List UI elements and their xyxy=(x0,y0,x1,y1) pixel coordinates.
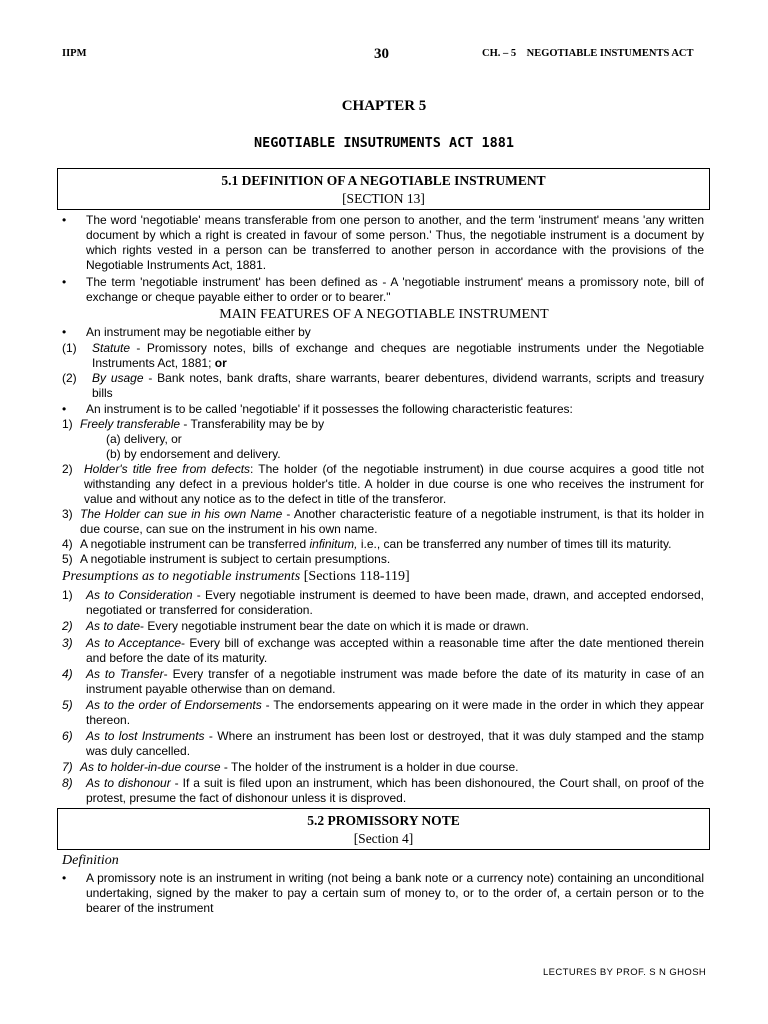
statute-or: or xyxy=(214,356,227,370)
feature-5 xyxy=(62,552,704,567)
feature-3 xyxy=(62,507,704,537)
statute-term: Statute xyxy=(92,341,131,355)
presumption-text: - Where an instrument has been lost or destroyed, that it was duly stamped and the stamp was duly cancelled. xyxy=(86,729,704,758)
presumption-term: As to the order of Endorsements xyxy=(86,698,262,712)
statute-item xyxy=(62,341,704,371)
header-right: CH. – 5 NEGOTIABLE INSTUMENTS ACT xyxy=(482,48,694,59)
presumptions-heading-italic: Presumptions as to negotiable instruments xyxy=(62,569,301,584)
presumption-item xyxy=(62,698,704,728)
item-number: 4) xyxy=(62,667,73,681)
item-number: 3) xyxy=(62,507,73,521)
presumption-item xyxy=(62,667,704,697)
section-5-2-title: 5.2 PROMISSORY NOTE xyxy=(307,813,460,828)
definition-text: The word 'negotiable' means transferable from one person to another, and the term 'instrument' means 'any written document by which a right is created in favour of some person.' Thus, the negotiable instrument is a document by which rights vested in a person can be transferred to another person in accordance with the provisions of the Negotiable Instruments Act, 1881. xyxy=(86,213,704,272)
definition-heading: Definition xyxy=(62,853,119,868)
presumption-term: As to holder-in-due course xyxy=(80,760,221,774)
item-number: 3) xyxy=(62,636,73,650)
item-number: 2) xyxy=(62,619,73,633)
item-number: 6) xyxy=(62,729,73,743)
item-number: 8) xyxy=(62,776,73,790)
presumption-item xyxy=(62,760,704,775)
promissory-definition-text: A promissory note is an instrument in writing (not being a bank note or a currency note) containing an unconditional undertaking, signed by the maker to pay a certain sum of money to, or to the order of, a certain person or to the bearer of the instrument xyxy=(86,871,704,915)
presumption-item xyxy=(62,588,704,618)
feature-3-text: - Another characteristic feature of a negotiable instrument, is that its holder in due course, can sue on the instrument in his own name. xyxy=(80,507,704,536)
bullet-icon: • xyxy=(62,402,67,416)
promissory-definition xyxy=(62,871,704,916)
presumption-term: As to date xyxy=(86,619,141,633)
presumption-term: As to lost Instruments xyxy=(86,729,205,743)
section-5-2-ref: [Section 4] xyxy=(353,831,414,846)
definition-text: The term 'negotiable instrument' has been defined as - A 'negotiable instrument' means a promissory note, bill of exchange or cheque payable either to order or to bearer." xyxy=(86,275,704,304)
feature-1-term: Freely transferable xyxy=(80,417,181,431)
presumption-text: - The holder of the instrument is a holder in due course. xyxy=(220,760,519,774)
presumption-term: As to Acceptance xyxy=(86,636,181,650)
presumption-term: As to Transfer xyxy=(86,667,164,681)
feature-4-post: i.e., can be transferred any number of times till its maturity. xyxy=(357,537,672,551)
feature-1-b: (b) by endorsement and delivery. xyxy=(106,447,281,461)
features-intro xyxy=(62,325,704,340)
section-5-1-title: 5.1 DEFINITION OF A NEGOTIABLE INSTRUMENT xyxy=(221,173,546,188)
presumption-text: - Every bill of exchange was accepted within a reasonable time after the date mentioned therein and before the date of its maturity. xyxy=(86,636,704,665)
feature-1-text: - Transferability may be by xyxy=(180,417,325,431)
usage-term: By usage xyxy=(92,371,144,385)
presumption-term: As to dishonour xyxy=(86,776,171,790)
main-features-heading: MAIN FEATURES OF A NEGOTIABLE INSTRUMENT xyxy=(219,307,549,322)
presumption-item xyxy=(62,636,704,666)
item-number: 4) xyxy=(62,537,73,551)
chapter-title: CHAPTER 5 xyxy=(341,98,427,114)
section-5-1-ref: [SECTION 13] xyxy=(342,191,425,206)
presumption-item xyxy=(62,776,704,806)
characteristics-intro xyxy=(62,402,704,417)
feature-3-term: The Holder can sue in his own Name xyxy=(80,507,283,521)
act-title: NEGOTIABLE INSUTRUMENTS ACT 1881 xyxy=(253,135,515,151)
item-number: 5) xyxy=(62,698,73,712)
feature-2-text: : The holder (of the negotiable instrument) in due course acquires a good title not withstanding any defect in a previous holder's title. A holder in due course is one who receives the instrument for value and without any notice as to the defect in title of the transferor. xyxy=(84,462,704,506)
feature-2-term: Holder's title free from defects xyxy=(84,462,251,476)
definition-bullet xyxy=(62,213,704,273)
header-left: IIPM xyxy=(62,48,87,59)
presumption-term: As to Consideration xyxy=(86,588,193,602)
characteristics-intro-text: An instrument is to be called 'negotiable' if it possesses the following characteristic features: xyxy=(86,402,573,416)
presumption-item xyxy=(62,729,704,759)
item-number: 2) xyxy=(62,462,73,476)
feature-4-italic: infinitum, xyxy=(309,537,358,551)
item-number: 7) xyxy=(62,760,73,774)
presumption-item xyxy=(62,619,704,634)
item-number: 1) xyxy=(62,588,73,602)
usage-text: - Bank notes, bank drafts, share warrants, bearer debentures, dividend warrants, scripts and treasury bills xyxy=(92,371,704,400)
section-5-2-box xyxy=(57,808,710,850)
statute-text: - Promissory notes, bills of exchange and cheques are negotiable instruments under the Negotiable Instruments Act, 1881; xyxy=(92,341,704,370)
feature-4-pre: A negotiable instrument can be transferred xyxy=(80,537,310,551)
presumption-text: - Every negotiable instrument is deemed to have been made, drawn, and accepted endorsed, negotiated or transferred for consideration. xyxy=(86,588,704,617)
item-number: 5) xyxy=(62,552,73,566)
item-number: 1) xyxy=(62,417,73,431)
features-intro-text: An instrument may be negotiable either by xyxy=(86,325,311,339)
feature-2 xyxy=(62,462,704,507)
footer-credit: LECTURES BY PROF. S N GHOSH xyxy=(543,967,707,978)
feature-1-a: (a) delivery, or xyxy=(106,432,182,446)
presumptions-heading-ref: [Sections 118-119] xyxy=(300,569,410,584)
item-number: (1) xyxy=(62,341,77,355)
presumptions-heading xyxy=(62,569,410,585)
item-number: (2) xyxy=(62,371,77,385)
bullet-icon: • xyxy=(62,213,67,227)
definition-bullet xyxy=(62,275,704,305)
presumption-text: - The endorsements appearing on it were made in the order in which they appear thereon. xyxy=(86,698,704,727)
presumption-text: - Every transfer of a negotiable instrument was made before the date of its maturity in case of an instrument payable otherwise than on demand. xyxy=(86,667,705,696)
usage-item xyxy=(62,371,704,401)
feature-1 xyxy=(62,417,704,432)
section-5-1-box xyxy=(57,168,710,210)
bullet-icon: • xyxy=(62,871,67,885)
feature-4 xyxy=(62,537,704,552)
bullet-icon: • xyxy=(62,325,67,339)
presumption-text: - Every negotiable instrument bear the date on which it is made or drawn. xyxy=(140,619,529,633)
bullet-icon: • xyxy=(62,275,67,289)
presumption-text: - If a suit is filed upon an instrument, which has been dishonoured, the Court shall, on proof of the protest, presume the fact of dishonour unless it is disproved. xyxy=(86,776,704,805)
page-number: 30 xyxy=(374,46,389,62)
feature-5-text: A negotiable instrument is subject to certain presumptions. xyxy=(80,552,391,566)
